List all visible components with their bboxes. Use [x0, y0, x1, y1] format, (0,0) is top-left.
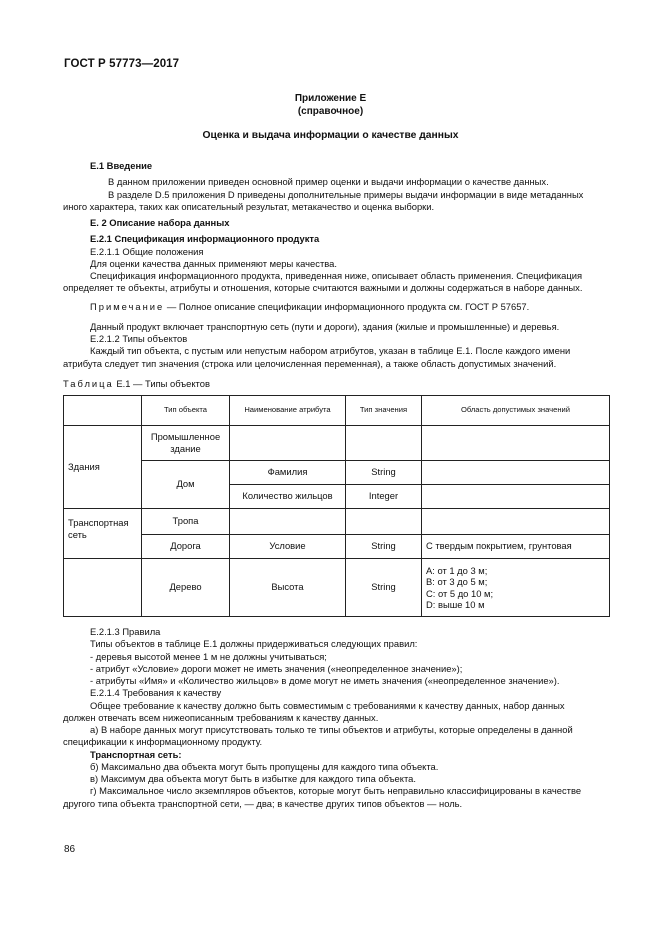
e214-paragraph-1: Общее требование к качеству должно быть совместимым с требованиями к качеству данных, набор данных должен отвечать всем нижеописанным требованиям к качеству данных. [63, 699, 565, 723]
appendix-subtitle: (справочное) [297, 106, 364, 117]
table-row [64, 509, 610, 535]
e1-paragraph-2: В разделе D.5 приложения D приведены дополнительные примеры выдачи информации в виде метаданных иного характера, таких как описательный результат, метакачество и оценка выборки. [63, 188, 584, 212]
e211-heading: Е.2.1.1 Общие положения [90, 245, 204, 257]
table-cell: String [346, 535, 422, 559]
table-cell [422, 559, 610, 617]
table-cell [230, 426, 346, 461]
note-label: Примечание [90, 300, 165, 312]
table-cell [422, 485, 610, 509]
table-cell [346, 426, 422, 461]
table-cell: Высота [230, 559, 346, 617]
rule-item: - атрибуты «Имя» и «Количество жильцов» в доме могут не иметь значения («неопределенное значение»). [90, 675, 560, 686]
table-caption-label: Таблица [63, 377, 114, 389]
e214-item-a: а) В наборе данных могут присутствовать только те типы объектов и атрибуты, которые определены в данной спецификации к информационному продукту. [63, 724, 573, 748]
table-cell [422, 461, 610, 485]
table-header-cell: Тип значения [346, 396, 422, 426]
table-cell [346, 509, 422, 535]
table-cell: С твердым покрытием, грунтовая [422, 535, 610, 559]
object-types-table [63, 395, 610, 617]
rule-item: - атрибут «Условие» дороги может не иметь значения («неопределенное значение»); [90, 662, 463, 674]
e214-item-b: б) Максимально два объекта могут быть пропущены для каждого типа объекта. [90, 760, 439, 772]
table-caption-text: Е.1 — Типы объектов [113, 377, 210, 389]
table-header-cell: Тип объекта [142, 396, 230, 426]
domain-value: В: от 3 до 5 м; [426, 576, 488, 587]
table-cell: Транспортная сеть [64, 509, 142, 559]
e214-item-g: г) Максимальное число экземпляров объектов, которые могут быть неправильно классифицированы в качестве другого типа объекта транспортной сети, — два; в качестве других типов объектов — ноль. [63, 785, 582, 809]
table-cell: Integer [346, 485, 422, 509]
table-cell [230, 509, 346, 535]
transport-heading: Транспортная сеть: [90, 748, 182, 760]
page-number: 86 [64, 844, 76, 855]
e2-heading: Е. 2 Описание набора данных [90, 217, 230, 228]
e214-heading: Е.2.1.4 Требования к качеству [90, 687, 222, 699]
e213-paragraph-1: Типы объектов в таблице Е.1 должны придерживаться следующих правил: [90, 638, 418, 650]
e212-paragraph-1: Каждый тип объекта, с пустым или непустым набором атрибутов, указан в таблице Е.1. После каждого имени атрибута следует тип значения (строка или целочисленная переменная), а также область допустимых значений. [63, 345, 571, 369]
table-cell: Количество жильцов [230, 485, 346, 509]
e21-heading: Е.2.1 Спецификация информационного продукта [90, 233, 320, 245]
table-cell: Условие [230, 535, 346, 559]
document-body [63, 160, 599, 810]
e212-heading: Е.2.1.2 Типы объектов [90, 333, 188, 344]
domain-value: С: от 5 до 10 м; [426, 587, 494, 599]
e1-paragraph-1: В данном приложении приведен основной пример оценки и выдачи информации о качестве данных. [108, 176, 549, 188]
table-cell: String [346, 559, 422, 617]
table-cell [422, 509, 610, 535]
appendix-title: Приложение Е [294, 93, 367, 104]
e211-paragraph-3: Данный продукт включает транспортную сеть (пути и дороги), здания (жилые и промышленные) и деревья. [90, 320, 560, 332]
table-caption [63, 378, 599, 390]
e213-heading: Е.2.1.3 Правила [90, 626, 161, 637]
note-text: — Полное описание спецификации информационного продукта см. ГОСТ Р 57657. [164, 300, 530, 312]
table-row [64, 426, 610, 461]
rule-item: - деревья высотой менее 1 м не должны учитываться; [90, 650, 327, 662]
table-cell: Фамилия [230, 461, 346, 485]
e214-item-v: в) Максимум два объекта могут быть в избытке для каждого типа объекта. [90, 773, 416, 784]
table-row [64, 535, 610, 559]
table-cell: Дорога [142, 535, 230, 559]
section-title: Оценка и выдача информации о качестве данных [202, 130, 459, 141]
table-cell [64, 559, 142, 617]
e211-paragraph-2: Спецификация информационного продукта, приведенная ниже, описывает область применения. Спецификация определяет те объекты, атрибуты и отношения, которые считаются важными и должны содержаться в наборе данных. [63, 270, 583, 294]
table-cell: Дерево [142, 559, 230, 617]
domain-value: А: от 1 до 3 м; [426, 564, 488, 576]
e1-heading: Е.1 Введение [90, 160, 153, 171]
table-row [64, 559, 610, 617]
table-cell: Тропа [142, 509, 230, 535]
e211-paragraph-1: Для оценки качества данных применяют меры качества. [90, 257, 337, 269]
note [90, 301, 599, 313]
table-cell: Здания [64, 426, 142, 509]
table-row [64, 461, 610, 485]
table-header-cell: Область допустимых значений [422, 396, 610, 426]
table-header-cell [64, 396, 142, 426]
standard-header: ГОСТ Р 57773—2017 [64, 58, 180, 70]
table-cell [422, 426, 610, 461]
table-cell: Промышленное здание [142, 426, 230, 461]
table-header-cell: Наименование атрибута [230, 396, 346, 426]
table-header-row [64, 396, 610, 426]
table-cell: Дом [142, 461, 230, 509]
domain-value: D: выше 10 м [426, 599, 485, 610]
table-cell: String [346, 461, 422, 485]
